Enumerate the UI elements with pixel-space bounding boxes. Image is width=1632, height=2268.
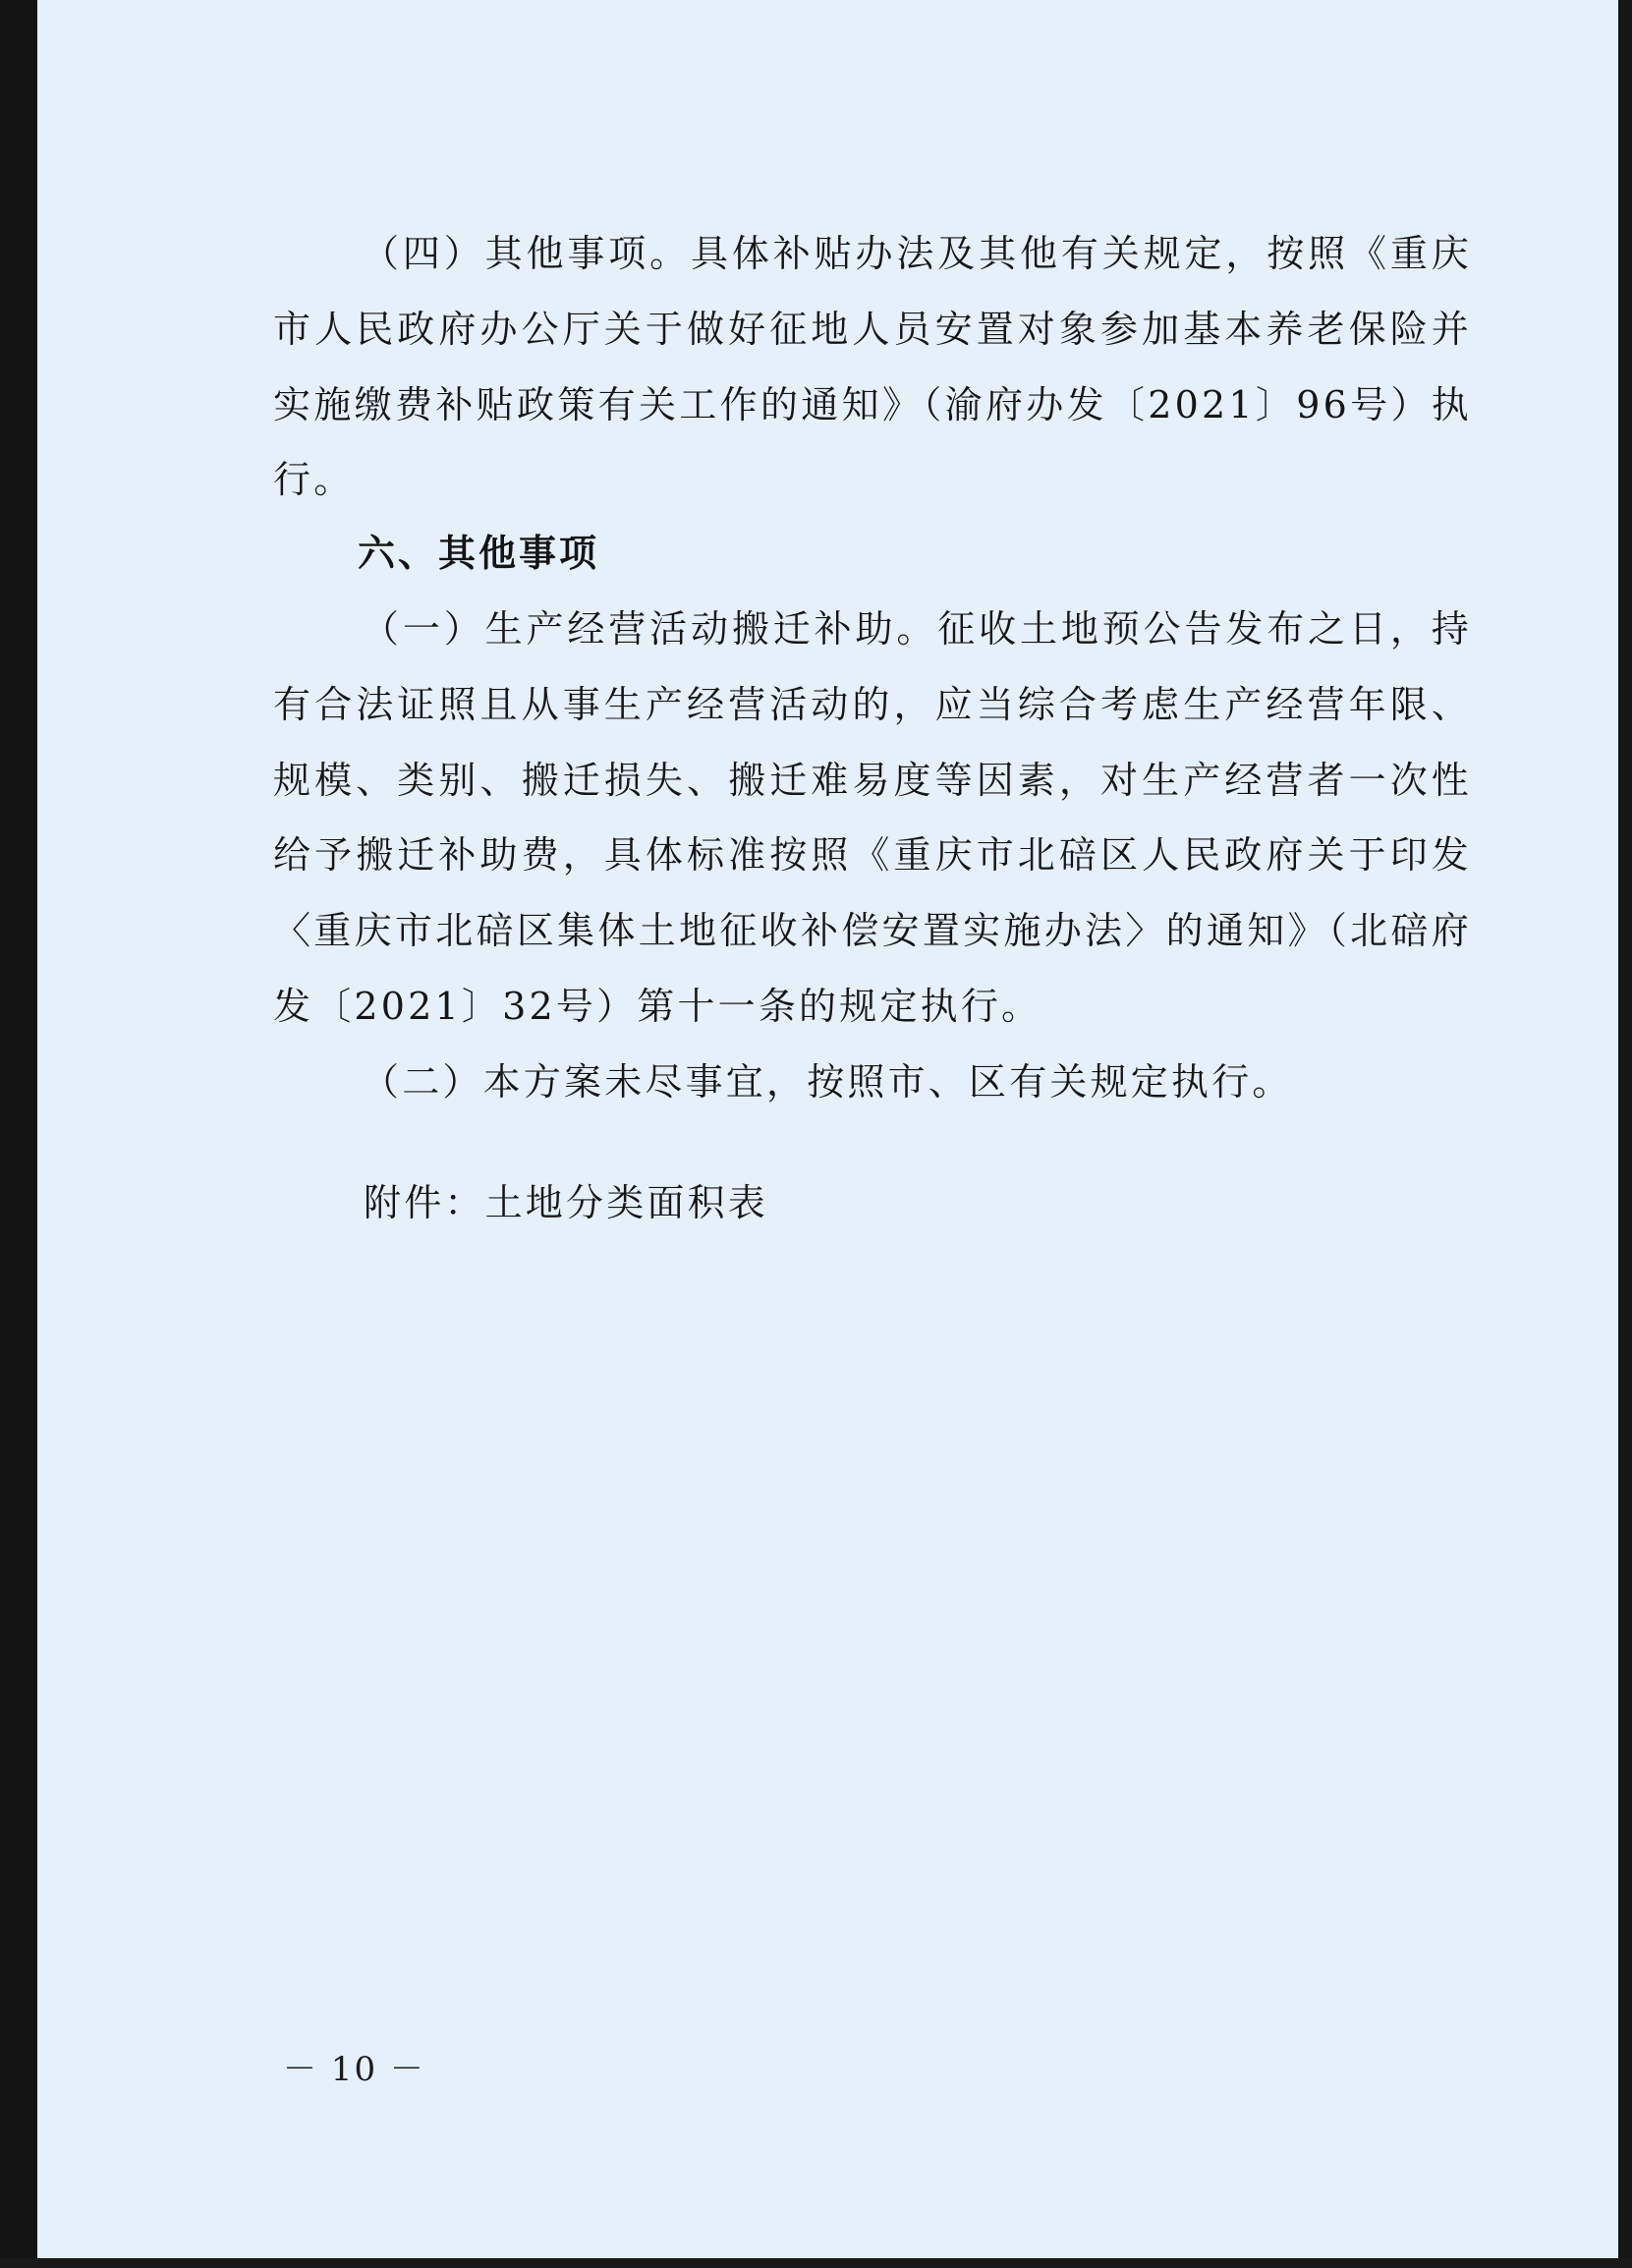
scan-border-left [0, 0, 37, 2268]
paragraph-group-top [273, 216, 1472, 518]
document-page [37, 0, 1618, 2258]
section-heading: 六、其他事项 [358, 532, 600, 575]
paragraph-group-section [273, 592, 1472, 1120]
paragraph-relocation-subsidy: （一）生产经营活动搬迁补助。征收土地预公告发布之日，持有合法证照且从事生产经营活动的，应当综合考虑生产经营年限、规模、类别、搬迁损失、搬迁难易度等因素，对生产经营者一次性给予搬迁补助费，具体标准按照《重庆市北碚区人民政府关于印发〈重庆市北碚区集体土地征收补偿安置实施办法〉的通知》（北碚府发〔2021〕32号）第十一条的规定执行。 [273, 607, 1472, 1028]
paragraph-unfinished-matters: （二）本方案未尽事宜，按照市、区有关规定执行。 [362, 1059, 1293, 1104]
paragraph-other-matters-4: （四）其他事项。具体补贴办法及其他有关规定，按照《重庆市人民政府办公厅关于做好征地人员安置对象参加基本养老保险并实施缴费补贴政策有关工作的通知》（渝府办发〔2021〕96号）执行。 [273, 232, 1472, 502]
scan-border-right [1618, 0, 1632, 2268]
page-number: － 10 － [283, 2050, 425, 2089]
scan-border-bottom [0, 2258, 1632, 2268]
attachment-line: 附件：土地分类面积表 [364, 1181, 769, 1224]
